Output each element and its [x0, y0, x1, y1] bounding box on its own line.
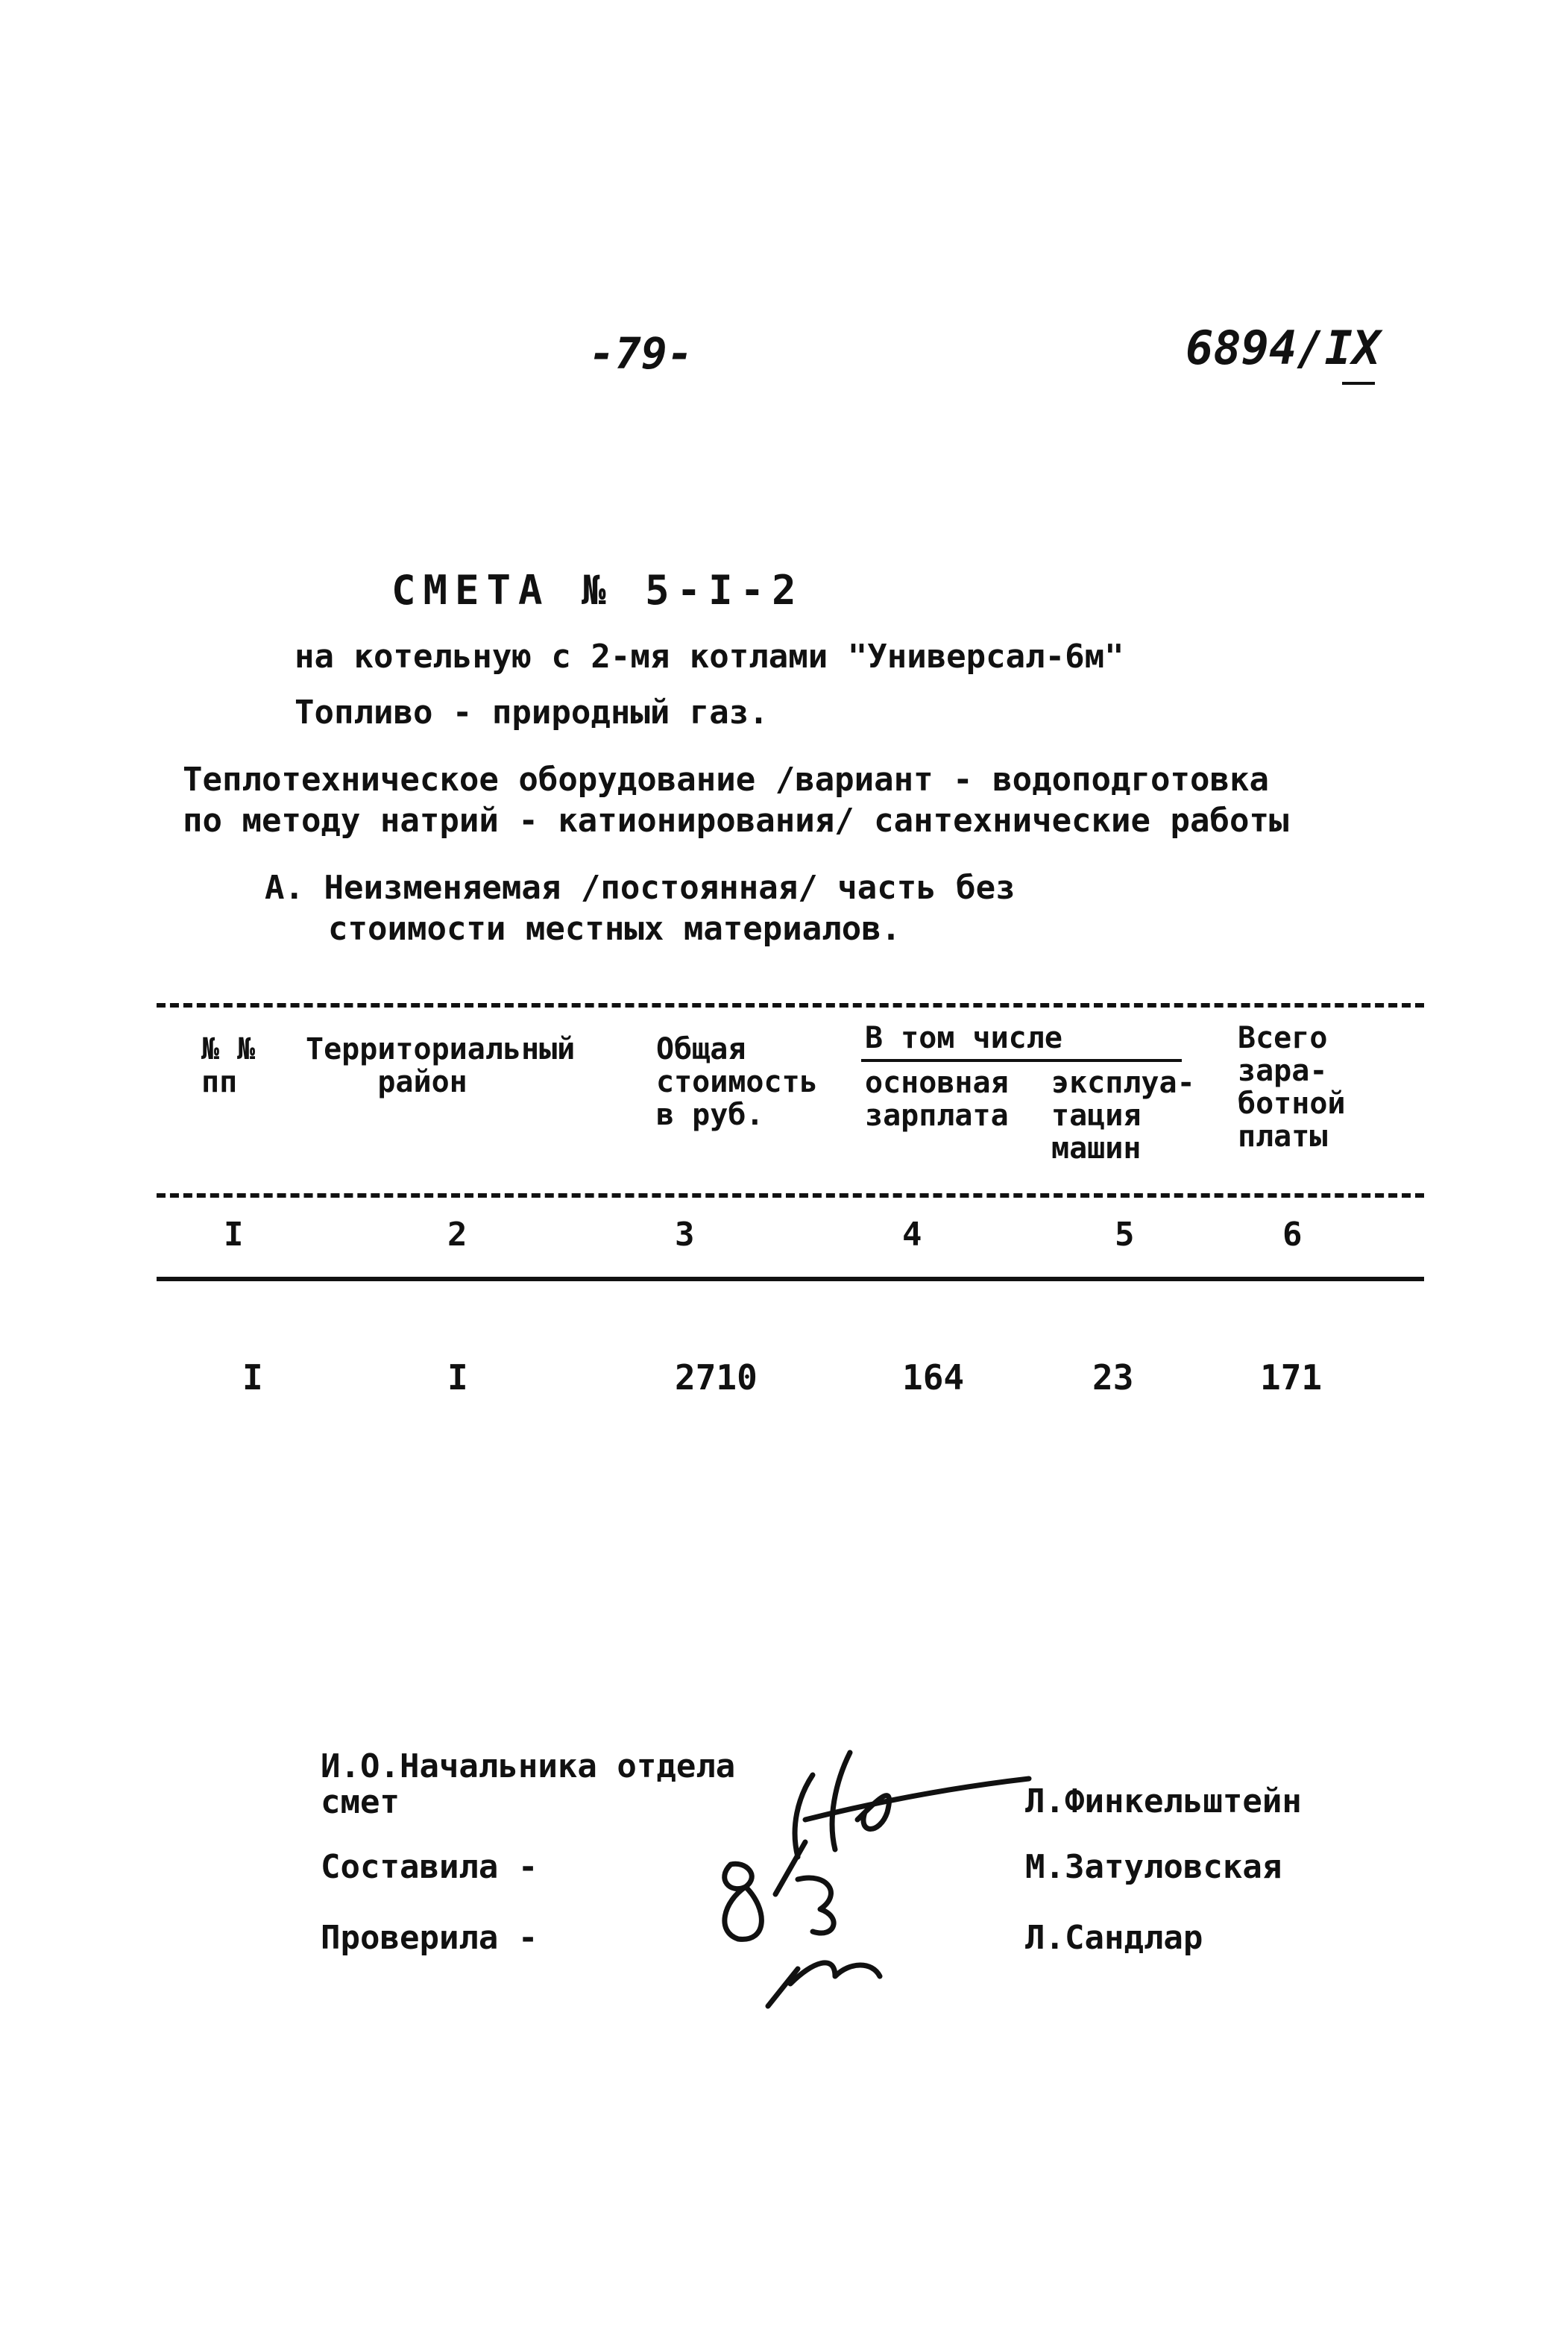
table-body-rule	[157, 1277, 1424, 1281]
subtitle-line-5: А. Неизменяемая /постоянная/ часть без	[265, 869, 1016, 907]
column-number-3: 3	[675, 1216, 695, 1254]
subtitle-line-4: по методу натрий - катионирования/ сантехнические работы	[183, 802, 1289, 840]
document-title: СМЕТА № 5-I-2	[391, 567, 804, 614]
table-top-rule	[157, 1003, 1424, 1008]
signature-checked-name: Л.Сандлар	[1025, 1919, 1203, 1957]
cell-region: I	[447, 1357, 468, 1398]
header-total: Общая стоимость в руб.	[656, 1032, 818, 1132]
subtitle-line-6: стоимости местных материалов.	[328, 910, 901, 948]
header-base-wage: основная зарплата	[865, 1066, 1009, 1133]
column-number-1: I	[224, 1216, 244, 1254]
header-num: № № пп	[201, 1032, 256, 1099]
cell-total: 2710	[675, 1357, 758, 1398]
header-machines: эксплуа- тация машин	[1051, 1066, 1195, 1166]
cell-base-wage: 164	[902, 1357, 965, 1398]
header-region: Территориальный район	[306, 1032, 576, 1099]
page-number: -79-	[589, 328, 693, 379]
cell-num: I	[242, 1357, 263, 1398]
header-including: В том числе	[865, 1021, 1062, 1055]
table-header-rule	[157, 1193, 1424, 1198]
subtitle-line-1: на котельную с 2-мя котлами "Универсал-6м"	[295, 638, 1124, 676]
subtitle-line-3: Теплотехническое оборудование /вариант - водоподготовка	[183, 761, 1269, 799]
signature-head-role: И.О.Начальника отдела смет	[321, 1747, 736, 1821]
column-number-4: 4	[902, 1216, 922, 1254]
handwritten-signature	[686, 1738, 1044, 2021]
header-wage-total: Всего зара- ботной платы	[1238, 1021, 1346, 1154]
document-code: 6894/IX	[1186, 321, 1381, 375]
cell-machines: 23	[1092, 1357, 1134, 1398]
signature-head-name: Л.Финкельштейн	[1025, 1782, 1302, 1820]
column-number-5: 5	[1115, 1216, 1135, 1254]
signature-checked-role: Проверила -	[321, 1919, 538, 1957]
column-number-6: 6	[1282, 1216, 1303, 1254]
column-number-2: 2	[447, 1216, 467, 1254]
cell-wage-total: 171	[1260, 1357, 1323, 1398]
subtitle-line-2: Топливо - природный газ.	[295, 694, 769, 732]
header-including-underline	[861, 1059, 1182, 1062]
signature-compiled-role: Составила -	[321, 1848, 538, 1886]
document-code-underline	[1342, 382, 1375, 385]
signature-compiled-name: М.Затуловская	[1025, 1848, 1282, 1886]
